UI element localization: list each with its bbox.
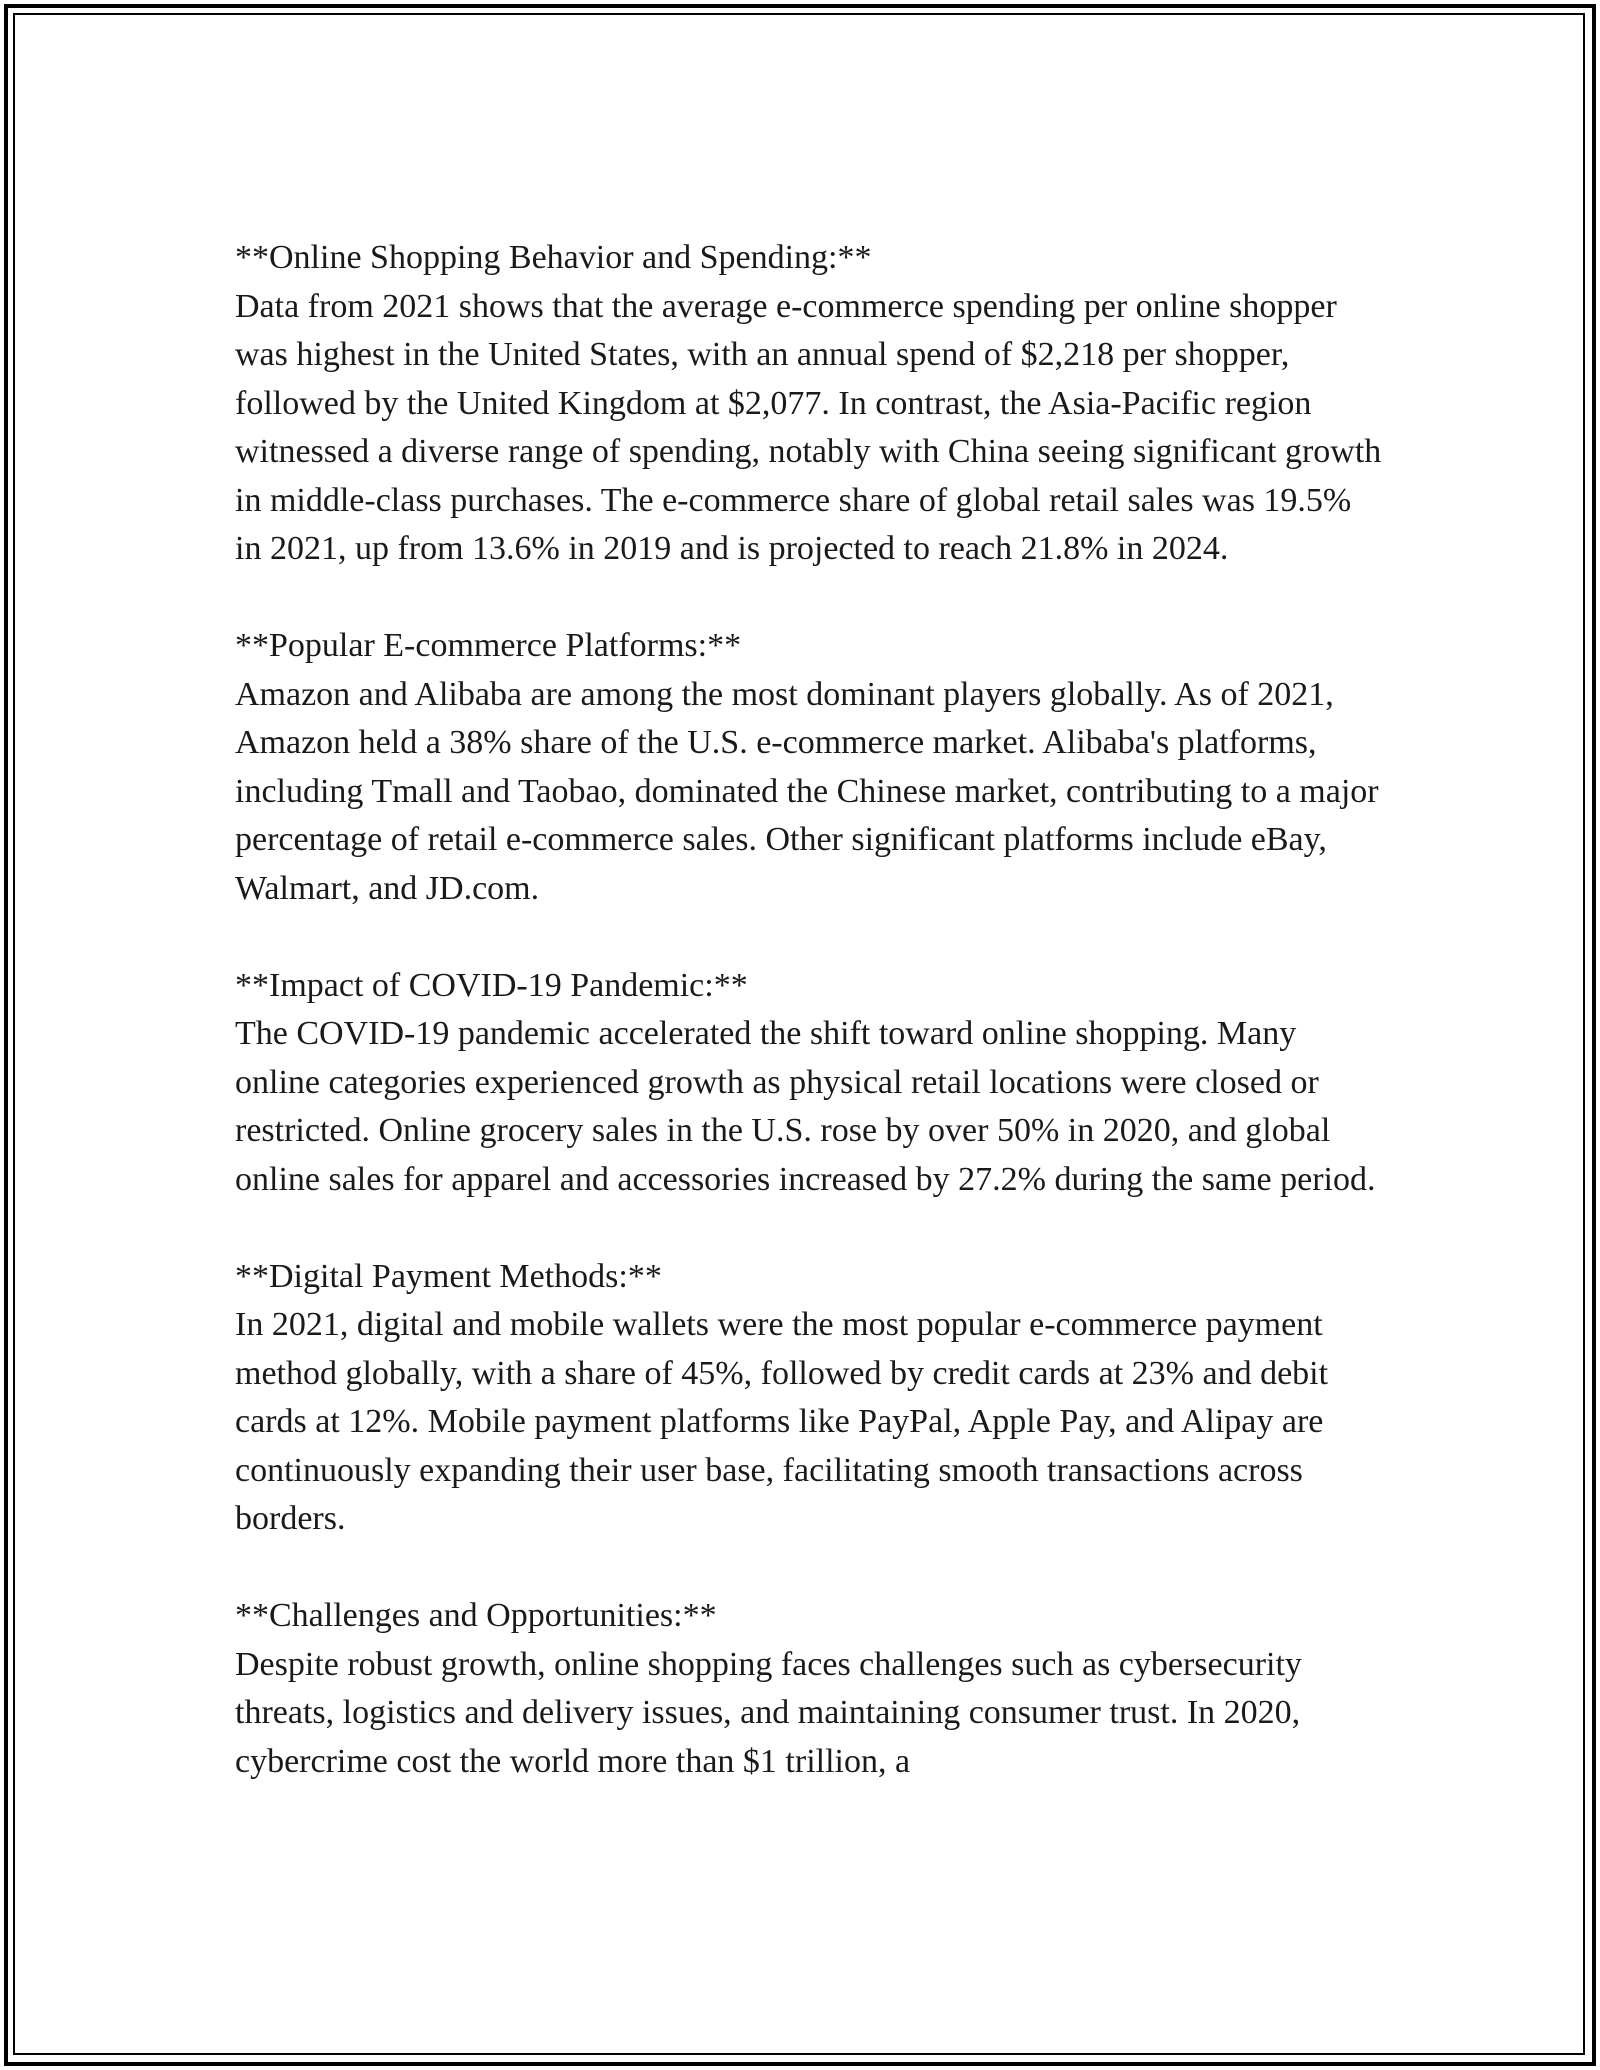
- document-body: [235, 234, 1385, 1835]
- section-paragraph: Data from 2021 shows that the average e-commerce spending per online shopper was highest in the United States, with an annual spend of $2,218 per shopper, followed by the United Kingdom at $2,077. In contrast, the Asia-Pacific region witnessed a diverse range of spending, notably with China seeing significant growth in middle-class purchases. The e-commerce share of global retail sales was 19.5% in 2021, up from 13.6% in 2019 and is projected to reach 21.8% in 2024.: [235, 287, 1382, 567]
- section-heading: **Digital Payment Methods:**: [235, 1257, 662, 1295]
- section-heading: **Impact of COVID-19 Pandemic:**: [235, 966, 748, 1004]
- section-paragraph: Amazon and Alibaba are among the most dominant players globally. As of 2021, Amazon held a 38% share of the U.S. e-commerce market. Alibaba's platforms, including Tmall and Taobao, dominated the Chinese market, contributing to a major percentage of retail e-commerce sales. Other significant platforms include eBay, Walmart, and JD.com.: [235, 675, 1379, 907]
- section-covid-impact: [235, 962, 1385, 1205]
- section-digital-payment: [235, 1253, 1385, 1544]
- section-paragraph: Despite robust growth, online shopping faces challenges such as cybersecurity threats, logistics and delivery issues, and maintaining consumer trust. In 2020, cybercrime cost the world more than $1 trillion, a: [235, 1645, 1302, 1780]
- section-popular-platforms: [235, 622, 1385, 913]
- section-challenges-opportunities: [235, 1592, 1385, 1786]
- section-paragraph: In 2021, digital and mobile wallets were the most popular e-commerce payment method globally, with a share of 45%, followed by credit cards at 23% and debit cards at 12%. Mobile payment platforms like PayPal, Apple Pay, and Alipay are continuously expanding their user base, facilitating smooth transactions across borders.: [235, 1306, 1329, 1537]
- section-heading: **Popular E-commerce Platforms:**: [235, 627, 742, 664]
- section-online-shopping-behavior: [235, 234, 1385, 574]
- section-paragraph: The COVID-19 pandemic accelerated the shift toward online shopping. Many online categories experienced growth as physical retail locations were closed or restricted. Online grocery sales in the U.S. rose by over 50% in 2020, and global online sales for apparel and accessories increased by 27.2% during the same period.: [235, 1015, 1376, 1198]
- section-heading: **Challenges and Opportunities:**: [235, 1597, 717, 1634]
- section-heading: **Online Shopping Behavior and Spending:**: [235, 239, 872, 276]
